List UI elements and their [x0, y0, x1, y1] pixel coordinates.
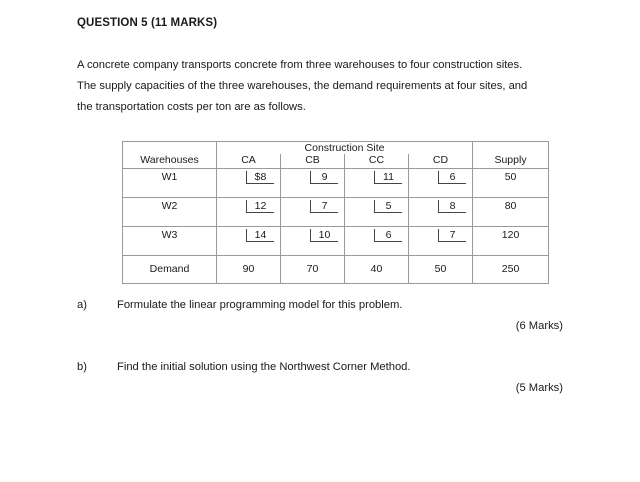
part-b-marks: (5 Marks)	[515, 382, 563, 394]
part-b-letter: b)	[77, 361, 87, 373]
corner-cell	[123, 142, 217, 155]
col-header-cc: CC	[345, 154, 409, 169]
part-a-letter: a)	[77, 299, 87, 311]
cost-cell: 5	[374, 200, 402, 213]
supply-value: 80	[504, 200, 517, 212]
demand-value: 50	[409, 256, 473, 284]
table-row	[123, 227, 549, 256]
cost-cell: 6	[438, 171, 466, 184]
intro-line-1: A concrete company transports concrete from three warehouses to four construction sites.	[77, 59, 523, 71]
cost-cell: 11	[374, 171, 402, 184]
col-header-ca: CA	[217, 154, 281, 169]
group-header: Construction Site	[217, 142, 473, 155]
col-header-cd: CD	[409, 154, 473, 169]
supply-value: 50	[504, 171, 517, 183]
table-row	[123, 169, 549, 198]
row-label: W3	[161, 229, 178, 241]
supply-value: 120	[501, 229, 520, 241]
table-row	[123, 198, 549, 227]
cost-cell: 6	[374, 229, 402, 242]
demand-value: 90	[217, 256, 281, 284]
intro-line-2: The supply capacities of the three warehouses, the demand requirements at four sites, and	[77, 80, 528, 92]
demand-row	[123, 256, 549, 284]
supply-header-cell-top	[473, 142, 549, 155]
col-header-cb: CB	[281, 154, 345, 169]
row-header: Warehouses	[123, 154, 217, 169]
total-value: 250	[473, 256, 549, 284]
part-b-text: Find the initial solution using the Northwest Corner Method.	[117, 361, 411, 373]
cost-cell: $8	[246, 171, 274, 184]
cost-cell: 9	[310, 171, 338, 184]
intro-line-3: the transportation costs per ton are as follows.	[77, 101, 306, 113]
part-a-text: Formulate the linear programming model for this problem.	[117, 299, 403, 311]
row-label: W1	[161, 171, 178, 183]
cost-cell: 8	[438, 200, 466, 213]
cost-cell: 10	[310, 229, 338, 242]
supply-header: Supply	[473, 154, 549, 169]
cost-cell: 12	[246, 200, 274, 213]
cost-cell: 7	[438, 229, 466, 242]
row-label: W2	[161, 200, 178, 212]
part-a-marks: (6 Marks)	[515, 320, 563, 332]
cost-cell: 14	[246, 229, 274, 242]
demand-value: 70	[281, 256, 345, 284]
cost-cell: 7	[310, 200, 338, 213]
demand-value: 40	[345, 256, 409, 284]
question-title: QUESTION 5 (11 MARKS)	[77, 17, 218, 29]
transportation-table	[122, 141, 549, 284]
demand-label: Demand	[123, 256, 217, 284]
